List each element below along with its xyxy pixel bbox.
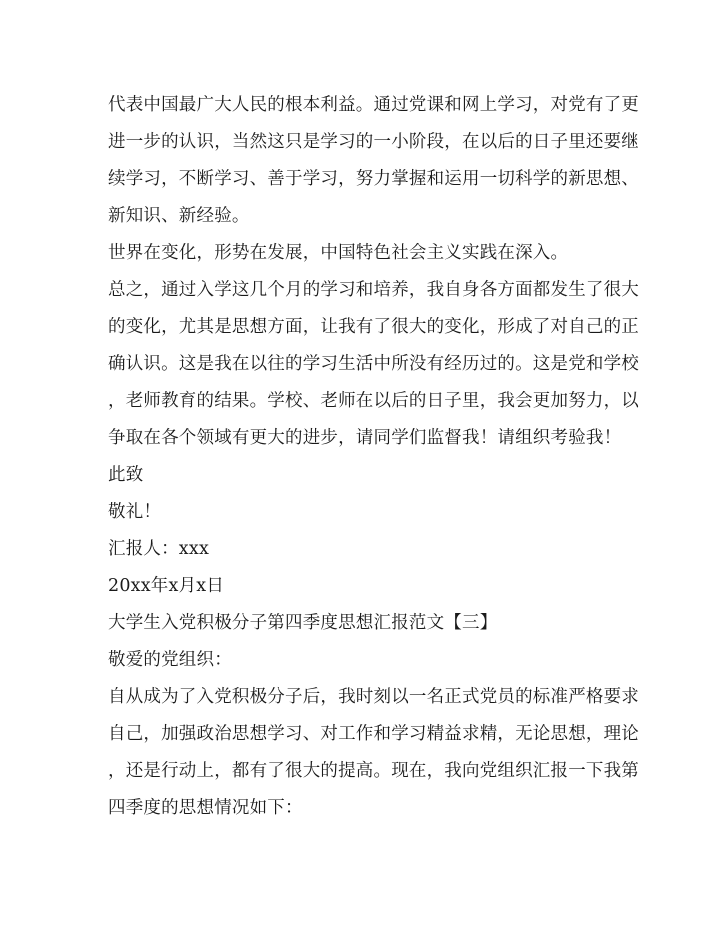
reporter-line: 汇报人：xxx xyxy=(108,539,210,559)
text-line: ，老师教育的结果。学校、老师在以后的日子里，我会更加努力，以 xyxy=(108,391,639,411)
closing-line: 此致 xyxy=(108,465,144,485)
greeting-line: 敬爱的党组织： xyxy=(108,650,232,670)
text-line: 的变化，尤其是思想方面，让我有了很大的变化，形成了对自己的正 xyxy=(108,317,639,337)
text-line: 自己，加强政治思想学习、对工作和学习精益求精，无论思想，理论 xyxy=(108,724,639,744)
text-line: 进一步的认识，当然这只是学习的一小阶段，在以后的日子里还要继 xyxy=(108,132,639,152)
text-line: 确认识。这是我在以往的学习生活中所没有经历过的。这是党和学校 xyxy=(108,354,639,374)
text-line: 自从成为了入党积极分子后，我时刻以一名正式党员的标准严格要求 xyxy=(108,687,639,707)
text-line: 争取在各个领域有更大的进步，请同学们监督我！请组织考验我！ xyxy=(108,428,622,448)
date-line: 20xx年x月x日 xyxy=(108,576,225,596)
salutation-line: 敬礼！ xyxy=(108,502,162,522)
text-line: 世界在变化，形势在发展，中国特色社会主义实践在深入。 xyxy=(108,243,569,263)
text-line: 四季度的思想情况如下： xyxy=(108,798,303,818)
section-title: 大学生入党积极分子第四季度思想汇报范文【三】 xyxy=(108,613,498,633)
text-line: 代表中国最广大人民的根本利益。通过党课和网上学习，对党有了更 xyxy=(108,95,639,115)
text-line: ，还是行动上，都有了很大的提高。现在，我向党组织汇报一下我第 xyxy=(108,761,639,781)
text-line: 新知识、新经验。 xyxy=(108,206,250,226)
text-line: 总之，通过入学这几个月的学习和培养，我自身各方面都发生了很大 xyxy=(108,280,639,300)
text-line: 续学习，不断学习、善于学习，努力掌握和运用一切科学的新思想、 xyxy=(108,169,639,189)
